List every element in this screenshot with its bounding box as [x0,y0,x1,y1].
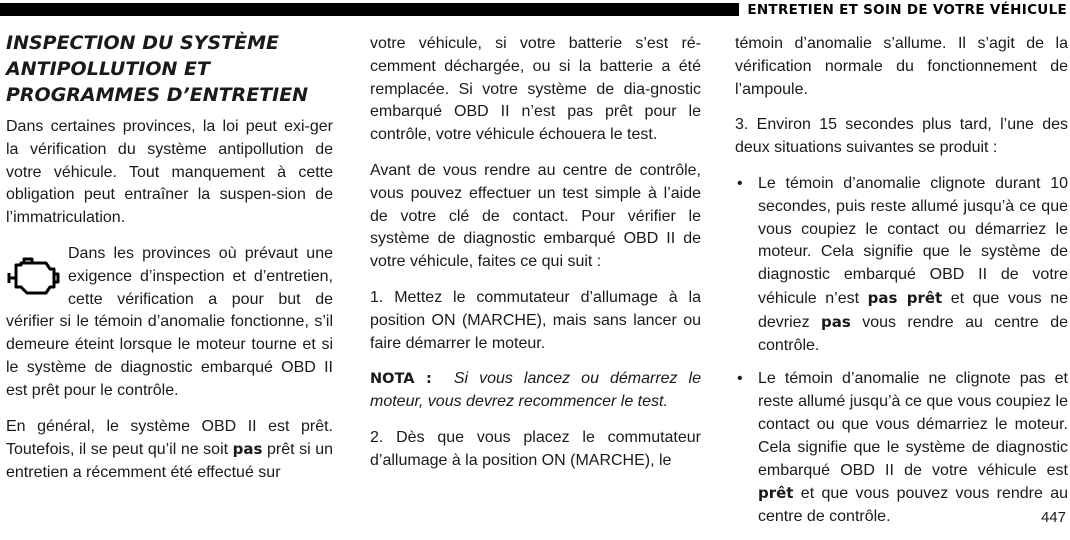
emphasis-pret: prêt [758,484,794,503]
list-item [735,173,1068,357]
column-left [6,30,333,498]
text-run: et que vous pouvez vous rendre au centre de contrôle. [758,485,1068,526]
paragraph-inspection [6,243,333,403]
note [370,368,701,414]
emphasis-pas: pas [232,440,263,459]
step-2: 2. Dès que vous placez le commutateur d’allumage à la position ON (MARCHE), le [370,428,701,469]
emphasis-pas-pret: pas prêt [867,288,943,307]
paragraph-bulb-check: témoin d’anomalie s’allume. Il s’agit de la vérification normale du fonctionnement de l’ampoule. [735,35,1068,98]
column-middle [370,33,701,486]
header-rule [0,3,739,16]
note-label: NOTA : [370,371,432,388]
text-run: prêt si un entretien a récemment été effectué sur [6,441,334,482]
bullet: • [737,174,743,192]
emphasis-pas: pas [821,312,851,331]
text-run: vous rendre au centre de contrôle. [758,313,1068,354]
paragraph-inspection-text: Dans les provinces où prévaut une exigence d’inspection et d’entretien, cette vérification a pour but de vérifier si le témoin d’anomalie fonctionne, s’il demeure éteint lorsque le moteur tourne et si le système de diagnostic embarqué OBD II est prêt pour le contrôle. [6,244,333,399]
paragraph-test-intro: Avant de vous rendre au centre de contrôle, vous pouvez effectuer un test simple à l’aide de votre clé de contact. Pour vérifier le système de diagnostic embarqué OBD II de votre véhicule, faites ce qui suit : [370,161,701,271]
outcome-list [735,173,1068,529]
list-item [735,368,1068,529]
step-3: 3. Environ 15 secondes plus tard, l’une des deux situations suivantes se produit : [735,116,1068,157]
running-header [0,2,1070,17]
paragraph-battery: votre véhicule, si votre batterie s’est ré-cemment déchargée, ou si la batterie a été remplacée. Si votre système de dia-gnostic embarqué OBD II n’est pas prêt pour le contrôle, votre véhicule échouera le test. [370,35,701,144]
text-run: Le témoin d’anomalie ne clignote pas et reste allumé jusqu’à ce que vous coupiez le contact ou que vous démarriez le moteur. Cela signifie que le système de diagnostic embarqué OBD II de votre véhicule est [758,370,1068,479]
text-run: et que vous ne devriez [758,289,1068,331]
section-title: INSPECTION DU SYSTÈME ANTIPOLLUTION ET PROGRAMMES D’ENTRETIEN [6,32,309,106]
column-right [735,33,1068,540]
bullet: • [737,370,743,388]
note-text: Si vous lancez ou démarrez le moteur, vous devrez recommencer le test. [370,370,702,411]
text-run: En général, le système OBD II est prêt. Toutefois, il se peut qu’il ne soit [6,417,333,459]
paragraph-law: Dans certaines provinces, la loi peut exi-ger la vérification du système antipollution de votre véhicule. Tout manquement à cette obligation peut entraîner la suspen-sion de l’immatriculation. [6,118,333,227]
page-number: 447 [1040,509,1066,526]
text-run: Le témoin d’anomalie clignote durant 10 secondes, puis reste allumé jusqu’à ce que vous coupiez le contact ou démarriez le moteur. Cela signifie que le système de diagnostic embarqué OBD II de votre véhicule n’est [758,174,1068,307]
check-engine-icon [6,247,60,303]
paragraph-obd-ready [6,416,333,485]
header-title: ENTRETIEN ET SOIN DE VOTRE VÉHICULE [747,1,1067,18]
step-1: 1. Mettez le commutateur d’allumage à la position ON (MARCHE), mais sans lancer ou faire démarrer le moteur. [370,288,701,352]
